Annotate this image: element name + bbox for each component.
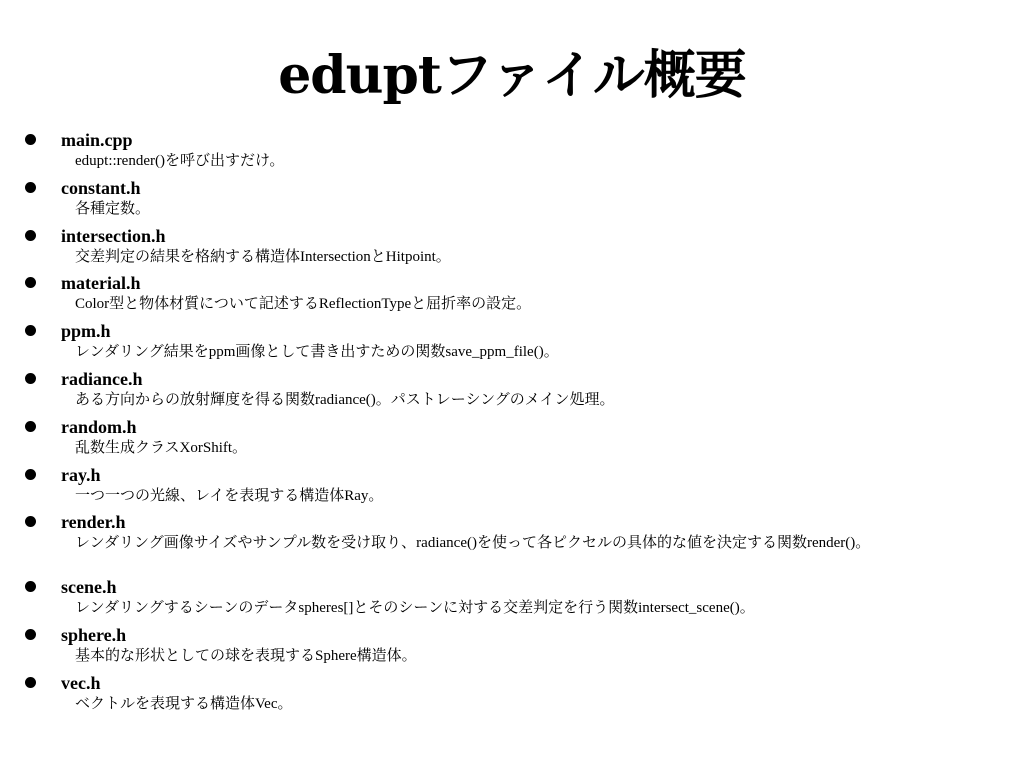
list-item [0, 624, 1024, 672]
list-item [0, 177, 1024, 225]
list-item [0, 368, 1024, 416]
bullet-icon [25, 421, 36, 432]
file-description: 各種定数。 [75, 200, 151, 217]
file-name: sphere.h [61, 625, 127, 646]
file-name: ray.h [61, 464, 101, 485]
list-item [0, 129, 1024, 177]
list-item [0, 464, 1024, 512]
file-description: ある方向からの放射輝度を得る関数radiance()。パストレーシングのメイン処理。 [75, 391, 615, 408]
file-description: レンダリング結果をppm画像として書き出すための関数save_ppm_file()。 [75, 344, 559, 361]
file-name: render.h [61, 512, 126, 533]
file-description: edupt::render()を呼び出すだけ。 [75, 153, 285, 169]
file-name: radiance.h [61, 368, 143, 389]
file-name: constant.h [61, 177, 141, 198]
list-item [0, 576, 1024, 624]
file-name: ppm.h [61, 321, 111, 342]
bullet-icon [25, 629, 36, 640]
bullet-icon [25, 581, 36, 592]
bullet-icon [25, 325, 36, 336]
file-name: vec.h [61, 672, 101, 693]
file-description: 乱数生成クラスXorShift。 [75, 439, 248, 456]
bullet-icon [25, 373, 36, 384]
file-description: レンダリングするシーンのデータspheres[]とそのシーンに対する交差判定を行う関数intersect_scene()。 [75, 600, 755, 617]
file-description: 基本的な形状としての球を表現するSphere構造体。 [75, 648, 417, 665]
list-item [0, 272, 1024, 320]
file-name: material.h [61, 273, 141, 294]
bullet-icon [25, 277, 36, 288]
file-description: ベクトルを表現する構造体Vec。 [75, 695, 293, 712]
bullet-icon [25, 134, 36, 145]
file-name: main.cpp [61, 130, 133, 150]
file-name: random.h [61, 416, 137, 437]
bullet-icon [25, 182, 36, 193]
file-list [0, 129, 1024, 720]
list-item [0, 511, 1024, 576]
list-item [0, 672, 1024, 720]
file-description: レンダリング画像サイズやサンプル数を受け取り、radiance()を使って各ピクセルの具体的な値を決定する関数render()。 [75, 535, 871, 552]
file-description: 交差判定の結果を格納する構造体IntersectionとHitpoint。 [75, 248, 451, 265]
file-description: Color型と物体材質について記述するReflectionTypeと屈折率の設定。 [75, 296, 532, 313]
file-name: intersection.h [61, 225, 166, 246]
list-item [0, 320, 1024, 368]
bullet-icon [25, 516, 36, 527]
bullet-icon [25, 230, 36, 241]
file-name: scene.h [61, 577, 117, 598]
bullet-icon [25, 469, 36, 480]
slide-title: eduptファイル概要 [278, 45, 746, 106]
bullet-icon [25, 677, 36, 688]
list-item [0, 225, 1024, 273]
list-item [0, 416, 1024, 464]
file-description: 一つ一つの光線、レイを表現する構造体Ray。 [75, 487, 384, 504]
